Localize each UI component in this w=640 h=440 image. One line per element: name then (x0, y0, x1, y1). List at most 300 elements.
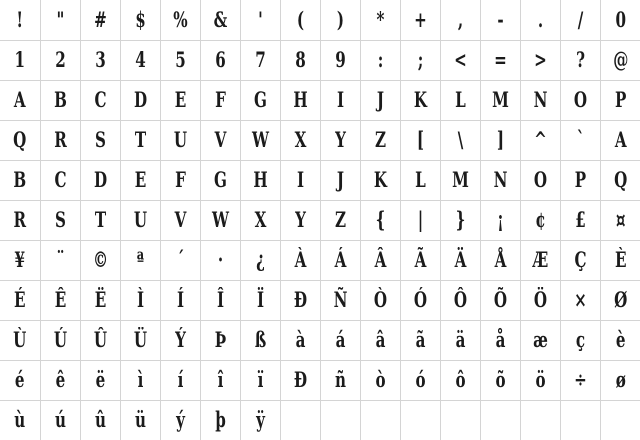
glyph-cell[interactable] (560, 160, 600, 200)
glyph-character: U (173, 127, 187, 152)
glyph-cell[interactable] (440, 120, 480, 160)
glyph-cell[interactable] (200, 0, 240, 40)
glyph-cell[interactable] (440, 160, 480, 200)
glyph-cell[interactable] (0, 200, 40, 240)
glyph-character: X (254, 207, 266, 232)
glyph-character: © (92, 247, 108, 272)
glyph-cell[interactable] (80, 200, 120, 240)
glyph-cell[interactable] (0, 120, 40, 160)
glyph-cell[interactable] (440, 40, 480, 80)
glyph-character: ý (175, 407, 185, 433)
glyph-character: ` (576, 127, 584, 152)
glyph-character: # (93, 6, 107, 32)
glyph-character: J (376, 87, 384, 112)
glyph-character: M (451, 167, 469, 192)
glyph-character: · (217, 247, 223, 272)
glyph-cell[interactable] (160, 40, 200, 80)
glyph-cell[interactable] (160, 280, 200, 320)
glyph-character: ¢ (534, 207, 546, 232)
glyph-character: O (533, 167, 547, 192)
glyph-cell[interactable] (480, 360, 520, 400)
glyph-cell[interactable] (40, 40, 80, 80)
glyph-cell[interactable] (40, 360, 80, 400)
glyph-cell[interactable] (240, 200, 280, 240)
glyph-character: = (493, 47, 507, 72)
glyph-character: ß (254, 327, 266, 352)
glyph-character: 8 (294, 47, 306, 72)
glyph-cell[interactable] (360, 200, 400, 240)
glyph-cell[interactable] (600, 320, 640, 360)
glyph-cell[interactable] (200, 400, 240, 440)
glyph-cell[interactable] (0, 160, 40, 200)
glyph-cell[interactable] (560, 200, 600, 240)
glyph-cell[interactable] (40, 80, 80, 120)
glyph-character: Y (334, 127, 346, 152)
glyph-cell[interactable] (200, 240, 240, 280)
glyph-character: N (493, 167, 507, 192)
glyph-cell[interactable] (560, 40, 600, 80)
glyph-cell[interactable] (200, 280, 240, 320)
glyph-character: × (573, 287, 587, 312)
glyph-cell[interactable] (280, 280, 320, 320)
glyph-character: ö (534, 367, 546, 392)
glyph-character: D (133, 87, 147, 112)
glyph-cell-empty[interactable] (400, 400, 440, 440)
glyph-character: Ó (413, 287, 427, 312)
glyph-character: Z (334, 207, 346, 232)
glyph-cell[interactable] (160, 0, 200, 40)
glyph-character: ; (417, 47, 423, 72)
glyph-character: ê (55, 367, 65, 392)
glyph-character: Ð (293, 367, 307, 392)
glyph-cell[interactable] (280, 240, 320, 280)
glyph-character: è (615, 327, 626, 352)
glyph-character: C (53, 167, 67, 192)
glyph-cell[interactable] (40, 280, 80, 320)
glyph-cell[interactable] (520, 40, 560, 80)
glyph-cell-empty[interactable] (560, 400, 600, 440)
glyph-cell[interactable] (520, 80, 560, 120)
glyph-cell[interactable] (400, 120, 440, 160)
glyph-cell[interactable] (600, 80, 640, 120)
glyph-cell-empty[interactable] (440, 400, 480, 440)
glyph-cell[interactable] (120, 400, 160, 440)
glyph-character: þ (214, 407, 226, 433)
glyph-cell[interactable] (240, 120, 280, 160)
glyph-cell[interactable] (480, 40, 520, 80)
glyph-cell[interactable] (160, 160, 200, 200)
glyph-cell[interactable] (520, 160, 560, 200)
glyph-cell[interactable] (240, 160, 280, 200)
glyph-cell[interactable] (400, 0, 440, 40)
glyph-cell[interactable] (240, 320, 280, 360)
glyph-character: Æ (532, 247, 548, 272)
glyph-cell[interactable] (160, 120, 200, 160)
glyph-cell[interactable] (560, 80, 600, 120)
glyph-row (0, 0, 640, 40)
glyph-character: ô (454, 367, 466, 392)
glyph-cell[interactable] (40, 120, 80, 160)
glyph-character: Ý (174, 327, 186, 352)
glyph-row (0, 40, 640, 80)
glyph-cell[interactable] (120, 120, 160, 160)
glyph-cell[interactable] (400, 320, 440, 360)
glyph-cell-empty[interactable] (600, 400, 640, 440)
glyph-cell[interactable] (280, 160, 320, 200)
glyph-cell[interactable] (360, 320, 400, 360)
glyph-cell[interactable] (560, 240, 600, 280)
glyph-character: \ (457, 127, 463, 152)
glyph-cell-empty[interactable] (360, 400, 400, 440)
glyph-character: É (13, 287, 26, 312)
glyph-character: S (94, 127, 106, 152)
glyph-cell[interactable] (360, 360, 400, 400)
glyph-cell[interactable] (0, 80, 40, 120)
glyph-character: Ê (54, 287, 66, 312)
glyph-character: R (13, 207, 27, 232)
glyph-character: R (53, 127, 67, 152)
glyph-cell[interactable] (520, 240, 560, 280)
glyph-cell[interactable] (480, 0, 520, 40)
glyph-cell[interactable] (560, 320, 600, 360)
glyph-character: % (172, 6, 188, 32)
glyph-character: û (94, 407, 106, 433)
glyph-character: D (93, 167, 107, 192)
glyph-character: ´ (176, 247, 184, 272)
glyph-cell[interactable] (320, 40, 360, 80)
glyph-character: & (213, 6, 227, 32)
glyph-character: 4 (134, 47, 146, 72)
glyph-cell[interactable] (440, 0, 480, 40)
glyph-cell[interactable] (520, 360, 560, 400)
glyph-character: ã (415, 327, 425, 352)
glyph-cell[interactable] (120, 360, 160, 400)
glyph-cell[interactable] (560, 0, 600, 40)
glyph-cell[interactable] (160, 400, 200, 440)
glyph-character: I (336, 87, 344, 112)
glyph-character: 2 (54, 47, 66, 72)
glyph-cell[interactable] (40, 400, 80, 440)
glyph-cell[interactable] (200, 160, 240, 200)
glyph-cell[interactable] (400, 40, 440, 80)
glyph-cell[interactable] (200, 200, 240, 240)
glyph-cell[interactable] (400, 80, 440, 120)
glyph-character: Ë (94, 287, 106, 312)
glyph-cell[interactable] (240, 240, 280, 280)
glyph-cell-empty[interactable] (280, 400, 320, 440)
glyph-character: ^ (533, 127, 547, 152)
glyph-cell[interactable] (0, 40, 40, 80)
glyph-character: ä (455, 327, 465, 352)
glyph-row (0, 160, 640, 200)
glyph-cell[interactable] (400, 200, 440, 240)
glyph-cell[interactable] (400, 280, 440, 320)
glyph-character: ù (14, 407, 26, 433)
glyph-cell[interactable] (200, 120, 240, 160)
glyph-character: Ô (453, 287, 467, 312)
glyph-character: , (457, 6, 463, 32)
glyph-character: P (614, 87, 626, 112)
glyph-cell[interactable] (80, 240, 120, 280)
glyph-cell[interactable] (320, 320, 360, 360)
glyph-cell[interactable] (600, 360, 640, 400)
glyph-cell[interactable] (480, 120, 520, 160)
glyph-cell[interactable] (40, 0, 80, 40)
glyph-character: ï (257, 367, 263, 392)
glyph-character: M (491, 87, 509, 112)
glyph-cell[interactable] (360, 40, 400, 80)
glyph-cell[interactable] (120, 160, 160, 200)
glyph-cell[interactable] (280, 360, 320, 400)
glyph-character: > (533, 47, 547, 72)
glyph-character: [ (416, 127, 424, 152)
glyph-cell[interactable] (480, 160, 520, 200)
glyph-cell[interactable] (200, 360, 240, 400)
glyph-cell[interactable] (240, 360, 280, 400)
glyph-cell[interactable] (240, 280, 280, 320)
glyph-cell[interactable] (80, 40, 120, 80)
glyph-cell[interactable] (440, 80, 480, 120)
glyph-cell[interactable] (160, 320, 200, 360)
glyph-cell[interactable] (320, 160, 360, 200)
glyph-character: U (133, 207, 147, 232)
glyph-cell[interactable] (80, 400, 120, 440)
glyph-cell[interactable] (600, 280, 640, 320)
glyph-cell-empty[interactable] (520, 400, 560, 440)
glyph-cell[interactable] (320, 120, 360, 160)
glyph-character: Z (374, 127, 386, 152)
glyph-cell[interactable] (400, 240, 440, 280)
glyph-cell[interactable] (80, 320, 120, 360)
glyph-cell[interactable] (0, 240, 40, 280)
glyph-character: V (214, 127, 226, 152)
glyph-character: { (375, 207, 385, 232)
glyph-cell[interactable] (600, 40, 640, 80)
glyph-cell[interactable] (280, 200, 320, 240)
glyph-character: Q (13, 127, 27, 152)
glyph-cell[interactable] (400, 160, 440, 200)
glyph-character: Û (93, 327, 107, 352)
glyph-character: Õ (493, 287, 507, 312)
glyph-character: ø (615, 367, 626, 392)
glyph-cell[interactable] (480, 200, 520, 240)
glyph-character: 5 (174, 47, 186, 72)
glyph-cell[interactable] (520, 320, 560, 360)
glyph-character: Ì (136, 287, 144, 312)
glyph-cell[interactable] (480, 80, 520, 120)
glyph-cell[interactable] (600, 120, 640, 160)
glyph-cell[interactable] (120, 280, 160, 320)
glyph-character: H (292, 87, 308, 112)
glyph-cell[interactable] (0, 0, 40, 40)
glyph-character: À (294, 247, 306, 272)
glyph-cell[interactable] (480, 280, 520, 320)
glyph-character: B (53, 87, 67, 112)
glyph-cell[interactable] (200, 320, 240, 360)
glyph-cell[interactable] (0, 360, 40, 400)
glyph-cell[interactable] (360, 240, 400, 280)
glyph-cell[interactable] (600, 240, 640, 280)
glyph-character: O (573, 87, 587, 112)
glyph-cell[interactable] (120, 320, 160, 360)
glyph-cell[interactable] (360, 0, 400, 40)
glyph-character: Á (334, 247, 346, 272)
glyph-cell[interactable] (80, 80, 120, 120)
glyph-character: à (295, 327, 305, 352)
glyph-character: á (335, 327, 345, 352)
glyph-character: ! (16, 6, 24, 32)
glyph-row (0, 240, 640, 280)
glyph-character: J (336, 167, 344, 192)
glyph-character: G (253, 87, 267, 112)
glyph-cell[interactable] (120, 240, 160, 280)
glyph-character: T (134, 127, 146, 152)
glyph-character: V (174, 207, 186, 232)
glyph-row (0, 120, 640, 160)
glyph-row (0, 320, 640, 360)
glyph-cell[interactable] (0, 320, 40, 360)
glyph-cell[interactable] (320, 0, 360, 40)
glyph-cell[interactable] (480, 240, 520, 280)
glyph-cell[interactable] (280, 0, 320, 40)
glyph-cell[interactable] (320, 360, 360, 400)
glyph-cell[interactable] (560, 120, 600, 160)
glyph-cell[interactable] (160, 200, 200, 240)
glyph-cell[interactable] (280, 320, 320, 360)
glyph-character: 1 (14, 47, 26, 72)
glyph-cell[interactable] (0, 280, 40, 320)
glyph-character: 9 (334, 47, 346, 72)
glyph-character: C (93, 87, 107, 112)
glyph-character: ¿ (255, 247, 265, 272)
glyph-cell[interactable] (120, 200, 160, 240)
glyph-cell[interactable] (480, 320, 520, 360)
glyph-cell[interactable] (160, 360, 200, 400)
glyph-character: W (211, 207, 229, 232)
glyph-cell[interactable] (560, 280, 600, 320)
glyph-character: H (252, 167, 268, 192)
glyph-character: T (94, 207, 106, 232)
glyph-cell[interactable] (440, 200, 480, 240)
glyph-cell[interactable] (280, 80, 320, 120)
glyph-cell[interactable] (360, 80, 400, 120)
glyph-cell[interactable] (320, 80, 360, 120)
glyph-cell[interactable] (40, 160, 80, 200)
glyph-cell[interactable] (200, 40, 240, 80)
glyph-character: ë (95, 367, 105, 392)
glyph-cell-empty[interactable] (320, 400, 360, 440)
glyph-cell[interactable] (360, 120, 400, 160)
glyph-character: L (414, 167, 426, 192)
glyph-character: ¥ (14, 247, 26, 272)
glyph-character: L (454, 87, 466, 112)
glyph-cell[interactable] (280, 40, 320, 80)
glyph-cell[interactable] (40, 320, 80, 360)
glyph-cell[interactable] (80, 160, 120, 200)
glyph-character: F (174, 167, 186, 192)
glyph-row (0, 200, 640, 240)
glyph-cell[interactable] (520, 0, 560, 40)
glyph-character: + (413, 6, 427, 32)
glyph-cell[interactable] (320, 280, 360, 320)
glyph-cell[interactable] (120, 40, 160, 80)
glyph-cell[interactable] (80, 0, 120, 40)
glyph-cell[interactable] (520, 200, 560, 240)
glyph-cell[interactable] (40, 240, 80, 280)
glyph-cell[interactable] (440, 360, 480, 400)
glyph-cell[interactable] (240, 40, 280, 80)
glyph-cell[interactable] (240, 0, 280, 40)
glyph-cell[interactable] (200, 80, 240, 120)
glyph-character: . (537, 6, 543, 32)
glyph-cell[interactable] (0, 400, 40, 440)
glyph-character: ó (414, 367, 426, 392)
glyph-character: 6 (214, 47, 226, 72)
glyph-character: é (14, 367, 25, 392)
glyph-cell[interactable] (160, 80, 200, 120)
glyph-cell[interactable] (280, 120, 320, 160)
glyph-character: Ñ (333, 287, 347, 312)
glyph-character: | (417, 207, 423, 232)
glyph-character: õ (494, 367, 506, 392)
glyph-character: Ä (454, 247, 466, 272)
glyph-cell[interactable] (600, 0, 640, 40)
glyph-cell[interactable] (40, 200, 80, 240)
glyph-cell[interactable] (120, 80, 160, 120)
glyph-character: ? (575, 47, 585, 72)
glyph-cell[interactable] (440, 280, 480, 320)
glyph-cell[interactable] (80, 120, 120, 160)
glyph-cell[interactable] (520, 280, 560, 320)
glyph-row (0, 360, 640, 400)
glyph-character: Ø (613, 287, 627, 312)
glyph-character: Ð (293, 287, 307, 312)
glyph-cell[interactable] (240, 400, 280, 440)
glyph-cell[interactable] (560, 360, 600, 400)
glyph-character: ¡ (496, 207, 504, 232)
glyph-cell[interactable] (600, 160, 640, 200)
glyph-character: ] (496, 127, 504, 152)
glyph-cell[interactable] (360, 280, 400, 320)
glyph-character: - (496, 6, 504, 32)
glyph-cell[interactable] (360, 160, 400, 200)
glyph-cell[interactable] (80, 280, 120, 320)
glyph-character: Ö (533, 287, 547, 312)
glyph-character: å (495, 327, 505, 352)
glyph-character: X (294, 127, 306, 152)
glyph-cell[interactable] (240, 80, 280, 120)
glyph-character: P (574, 167, 586, 192)
glyph-cell[interactable] (320, 200, 360, 240)
glyph-character: ' (257, 6, 263, 32)
glyph-cell[interactable] (160, 240, 200, 280)
glyph-character: 0 (614, 6, 626, 32)
glyph-cell[interactable] (600, 200, 640, 240)
glyph-cell[interactable] (120, 0, 160, 40)
glyph-character: $ (134, 6, 146, 32)
glyph-character: ¤ (615, 207, 626, 232)
glyph-cell[interactable] (440, 240, 480, 280)
glyph-character: ) (336, 6, 344, 32)
glyph-cell[interactable] (400, 360, 440, 400)
glyph-cell[interactable] (80, 360, 120, 400)
glyph-cell[interactable] (440, 320, 480, 360)
glyph-cell-empty[interactable] (480, 400, 520, 440)
glyph-character: : (377, 47, 383, 72)
glyph-character: Ü (133, 327, 147, 352)
glyph-cell[interactable] (520, 120, 560, 160)
glyph-cell[interactable] (320, 240, 360, 280)
